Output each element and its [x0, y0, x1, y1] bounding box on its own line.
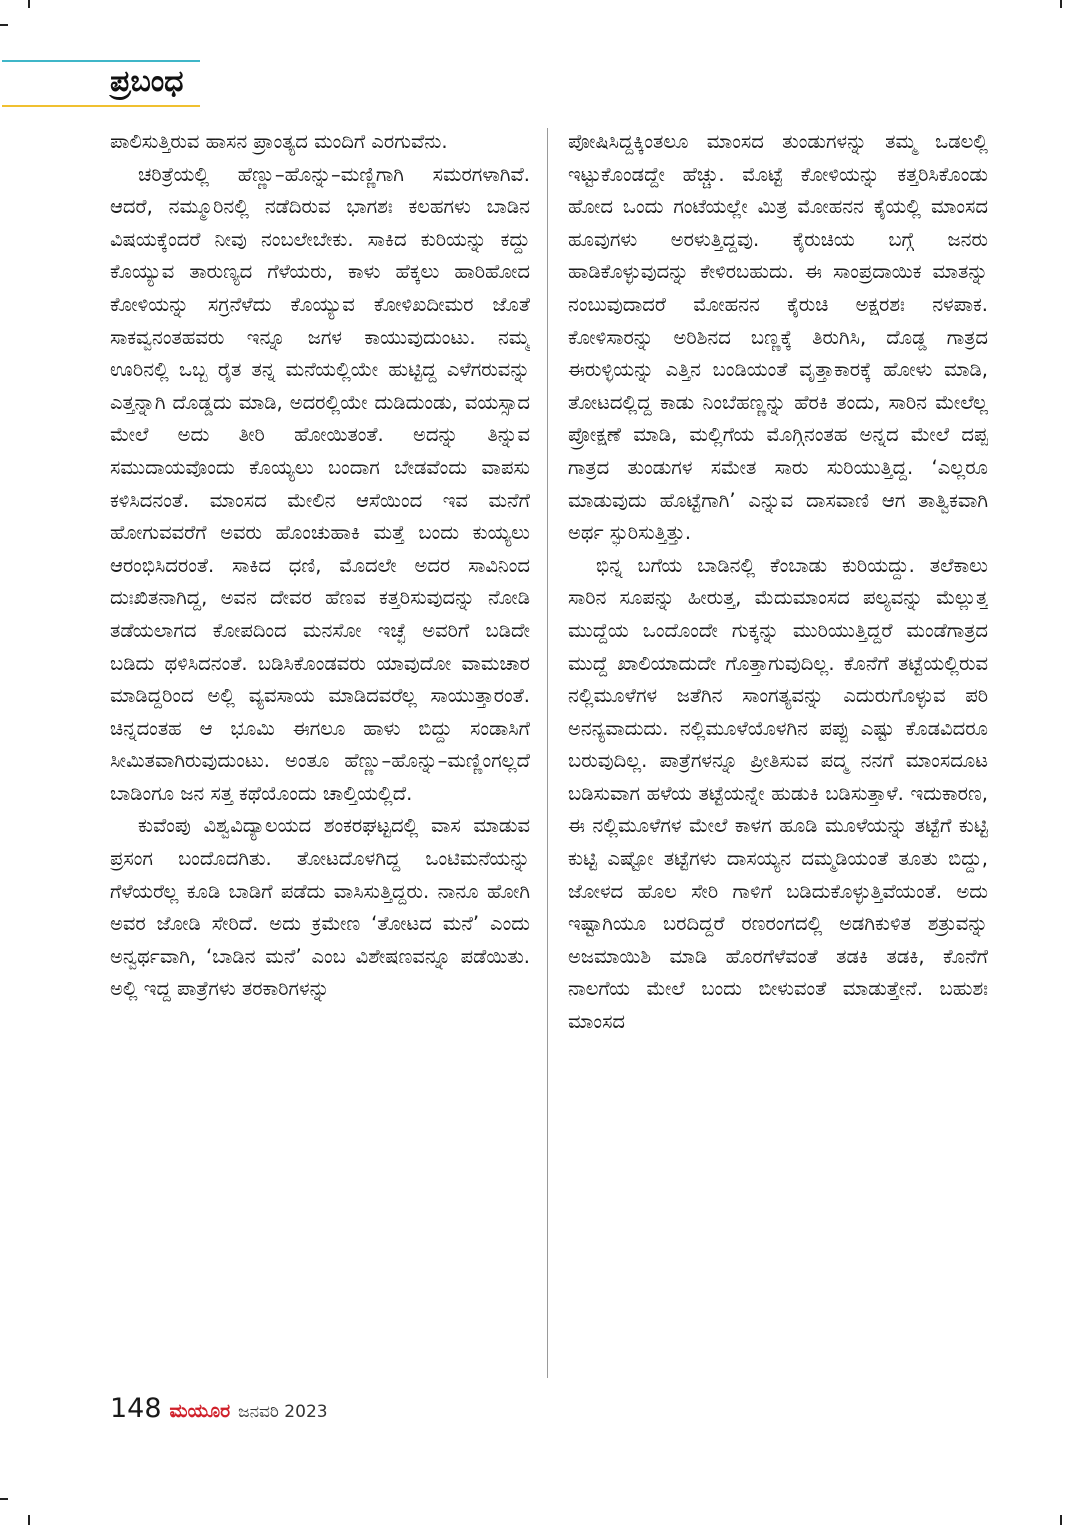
section-header: [2, 60, 200, 108]
paragraph: ಚರಿತ್ರೆಯಲ್ಲಿ ಹೆಣ್ಣು–ಹೊನ್ನು–ಮಣ್ಣಿಗಾಗಿ ಸಮರಗಳಾಗಿವೆ. ಆದರೆ, ನಮ್ಮೂರಿನಲ್ಲಿ ನಡೆದಿರುವ ಭಾಗಶಃ ಕಲಹಗಳು ಬಾಡಿನ ವಿಷಯಕ್ಕೆಂದರೆ ನೀವು ನಂಬಲೇಬೇಕು. ಸಾಕಿದ ಕುರಿಯನ್ನು ಕದ್ದು ಕೊಯ್ಯುವ ತಾರುಣ್ಯದ ಗೆಳೆಯರು, ಕಾಳು ಹೆಕ್ಕಲು ಹಾರಿಹೋದ ಕೋಳಿಯನ್ನು ಸಗ್ರನೆಳೆದು ಕೊಯ್ಯುವ ಕೋಳಿಖದೀಮರ ಜೊತೆ ಸಾಕವ್ವನಂತಹವರು ಇನ್ನೂ ಜಗಳ ಕಾಯುವುದುಂಟು. ನಮ್ಮ ಊರಿನಲ್ಲಿ ಒಬ್ಬ ರೈತ ತನ್ನ ಮನೆಯಲ್ಲಿಯೇ ಹುಟ್ಟಿದ್ದ ಎಳೆಗರುವನ್ನು ಎತ್ತನ್ನಾಗಿ ದೊಡ್ಡದು ಮಾಡಿ, ಅದರಲ್ಲಿಯೇ ದುಡಿದುಂಡು, ವಯಸ್ಸಾದ ಮೇಲೆ ಅದು ತೀರಿ ಹೋಯಿತಂತೆ. ಅದನ್ನು ತಿನ್ನುವ ಸಮುದಾಯವೊಂದು ಕೊಯ್ಯಲು ಬಂದಾಗ ಬೇಡವೆಂದು ವಾಪಸು ಕಳಿಸಿದನಂತೆ. ಮಾಂಸದ ಮೇಲಿನ ಆಸೆಯಿಂದ ಇವ ಮನೆಗೆ ಹೋಗುವವರೆಗೆ ಅವರು ಹೊಂಚುಹಾಕಿ ಮತ್ತೆ ಬಂದು ಕುಯ್ಯಲು ಆರಂಭಿಸಿದರಂತೆ. ಸಾಕಿದ ಧಣಿ, ಮೊದಲೇ ಅದರ ಸಾವಿನಿಂದ ದುಃಖಿತನಾಗಿದ್ದ, ಅವನ ದೇವರ ಹೆಣವ ಕತ್ತರಿಸುವುದನ್ನು ನೋಡಿ ತಡೆಯಲಾಗದ ಕೋಪದಿಂದ ಮನಸೋ ಇಚ್ಛೆ ಅವರಿಗೆ ಬಡಿದೇ ಬಡಿದು ಥಳಿಸಿದನಂತೆ. ಬಡಿಸಿಕೊಂಡವರು ಯಾವುದೋ ವಾಮಚಾರ ಮಾಡಿದ್ದರಿಂದ ಅಲ್ಲಿ ವ್ಯವಸಾಯ ಮಾಡಿದವರೆಲ್ಲ ಸಾಯುತ್ತಾರಂತೆ. ಚಿನ್ನದಂತಹ ಆ ಭೂಮಿ ಈಗಲೂ ಹಾಳು ಬಿದ್ದು ಸಂಡಾಸಿಗೆ ಸೀಮಿತವಾಗಿರುವುದುಂಟು. ಅಂತೂ ಹೆಣ್ಣು–ಹೊನ್ನು–ಮಣ್ಣಿಂಗಲ್ಲದೆ ಬಾಡಿಂಗೂ ಜನ ಸತ್ತ ಕಥೆಯೊಂದು ಚಾಲ್ತಿಯಲ್ಲಿದೆ.: [110, 162, 530, 805]
section-title: ಪ್ರಬಂಧ: [110, 64, 184, 99]
page-number: 148: [110, 1393, 162, 1424]
crop-mark: [28, 1515, 30, 1525]
header-accent-rule-bottom: [2, 105, 200, 107]
crop-mark: [1060, 1515, 1062, 1525]
header-accent-rule-top: [2, 60, 200, 62]
paragraph: ಕುವೆಂಪು ವಿಶ್ವವಿದ್ಯಾಲಯದ ಶಂಕರಘಟ್ಟದಲ್ಲಿ ವಾಸ ಮಾಡುವ ಪ್ರಸಂಗ ಬಂದೊದಗಿತು. ತೋಟದೊಳಗಿದ್ದ ಒಂಟಿಮನೆಯನ್ನು ಗೆಳೆಯರೆಲ್ಲ ಕೂಡಿ ಬಾಡಿಗೆ ಪಡೆದು ವಾಸಿಸುತ್ತಿದ್ದರು. ನಾನೂ ಹೋಗಿ ಅವರ ಜೋಡಿ ಸೇರಿದೆ. ಅದು ಕ್ರಮೇಣ ‘ತೋಟದ ಮನೆ’ ಎಂದು ಅನ್ವರ್ಥವಾಗಿ, ‘ಬಾಡಿನ ಮನೆ’ ಎಂಬ ವಿಶೇಷಣವನ್ನೂ ಪಡೆಯಿತು. ಅಲ್ಲಿ ಇದ್ದ ಪಾತ್ರೆಗಳು ತರಕಾರಿಗಳನ್ನು: [110, 814, 530, 1001]
article-column-right: [568, 126, 988, 1376]
crop-mark: [1060, 0, 1062, 8]
paragraph: ಪಾಲಿಸುತ್ತಿರುವ ಹಾಸನ ಪ್ರಾಂತ್ಯದ ಮಂದಿಗೆ ಎರಗುವೆನು.: [110, 130, 448, 153]
issue-date: ಜನವರಿ 2023: [238, 1402, 328, 1422]
paragraph: ಪೋಷಿಸಿದ್ದಕ್ಕಿಂತಲೂ ಮಾಂಸದ ತುಂಡುಗಳನ್ನು ತಮ್ಮ ಒಡಲಲ್ಲಿ ಇಟ್ಟುಕೊಂಡದ್ದೇ ಹೆಚ್ಚು. ಮೊಟ್ಟೆ ಕೋಳಿಯನ್ನು ಕತ್ತರಿಸಿಕೊಂಡು ಹೋದ ಒಂದು ಗಂಟೆಯಲ್ಲೇ ಮಿತ್ರ ಮೋಹನನ ಕೈಯಲ್ಲಿ ಮಾಂಸದ ಹೂವುಗಳು ಅರಳುತ್ತಿದ್ದವು. ಕೈರುಚಿಯ ಬಗ್ಗೆ ಜನರು ಹಾಡಿಕೊಳ್ಳುವುದನ್ನು ಕೇಳಿರಬಹುದು. ಈ ಸಾಂಪ್ರದಾಯಿಕ ಮಾತನ್ನು ನಂಬುವುದಾದರೆ ಮೋಹನನ ಕೈರುಚಿ ಅಕ್ಷರಶಃ ನಳಪಾಕ. ಕೋಳಿಸಾರನ್ನು ಅರಿಶಿನದ ಬಣ್ಣಕ್ಕೆ ತಿರುಗಿಸಿ, ದೊಡ್ಡ ಗಾತ್ರದ ಈರುಳ್ಳಿಯನ್ನು ಎತ್ತಿನ ಬಂಡಿಯಂತೆ ವೃತ್ತಾಕಾರಕ್ಕೆ ಹೋಳು ಮಾಡಿ, ತೋಟದಲ್ಲಿದ್ದ ಕಾಡು ನಿಂಬೆಹಣ್ಣನ್ನು ಹೆರಕಿ ತಂದು, ಸಾರಿನ ಮೇಲೆಲ್ಲ ಪ್ರೋಕ್ಷಣೆ ಮಾಡಿ, ಮಲ್ಲಿಗೆಯ ಮೊಗ್ಗಿನಂತಹ ಅನ್ನದ ಮೇಲೆ ದಪ್ಪ ಗಾತ್ರದ ತುಂಡುಗಳ ಸಮೇತ ಸಾರು ಸುರಿಯುತ್ತಿದ್ದ. ‘ಎಲ್ಲರೂ ಮಾಡುವುದು ಹೊಟ್ಟೆಗಾಗಿ’ ಎನ್ನುವ ದಾಸವಾಣಿ ಆಗ ತಾತ್ವಿಕವಾಗಿ ಅರ್ಥ ಸ್ಫುರಿಸುತ್ತಿತ್ತು.: [568, 130, 988, 545]
crop-mark: [28, 0, 30, 8]
page-footer: [110, 1393, 328, 1427]
magazine-logo: ಮಯೂರ: [169, 1400, 231, 1422]
crop-mark: [0, 1498, 8, 1500]
crop-mark: [0, 24, 8, 26]
article-column-left: [110, 126, 530, 1376]
paragraph: ಭಿನ್ನ ಬಗೆಯ ಬಾಡಿನಲ್ಲಿ ಕೆಂಬಾಡು ಕುರಿಯದ್ದು. ತಲೆಕಾಲು ಸಾರಿನ ಸೂಪನ್ನು ಹೀರುತ್ತ, ಮೆದುಮಾಂಸದ ಪಲ್ಯವನ್ನು ಮೆಲ್ಲುತ್ತ ಮುದ್ದೆಯ ಒಂದೊಂದೇ ಗುಕ್ಕನ್ನು ಮುರಿಯುತ್ತಿದ್ದರೆ ಮಂಡೆಗಾತ್ರದ ಮುದ್ದೆ ಖಾಲಿಯಾದುದೇ ಗೊತ್ತಾಗುವುದಿಲ್ಲ. ಕೊನೆಗೆ ತಟ್ಟೆಯಲ್ಲಿರುವ ನಲ್ಲಿಮೂಳೆಗಳ ಜತೆಗಿನ ಸಾಂಗತ್ಯವನ್ನು ಎದುರುಗೊಳ್ಳುವ ಪರಿ ಅನನ್ಯವಾದುದು. ನಲ್ಲಿಮೂಳೆಯೊಳಗಿನ ಪಪ್ಪು ಎಷ್ಟು ಕೊಡವಿದರೂ ಬರುವುದಿಲ್ಲ. ಪಾತ್ರೆಗಳನ್ನೂ ಪ್ರೀತಿಸುವ ಪದ್ಮ ನನಗೆ ಮಾಂಸದೂಟ ಬಡಿಸುವಾಗ ಹಳೆಯ ತಟ್ಟೆಯನ್ನೇ ಹುಡುಕಿ ಬಡಿಸುತ್ತಾಳೆ. ಇದುಕಾರಣ, ಈ ನಲ್ಲಿಮೂಳೆಗಳ ಮೇಲೆ ಕಾಳಗ ಹೂಡಿ ಮೂಳೆಯನ್ನು ತಟ್ಟೆಗೆ ಕುಟ್ಟಿ ಕುಟ್ಟಿ ಎಷ್ಟೋ ತಟ್ಟೆಗಳು ದಾಸಯ್ಯನ ದಮ್ಮಡಿಯಂತೆ ತೂತು ಬಿದ್ದು, ಜೋಳದ ಹೊಲ ಸೇರಿ ಗಾಳಿಗೆ ಬಡಿದುಕೊಳ್ಳುತ್ತಿವೆಯಂತೆ. ಅದು ಇಷ್ಟಾಗಿಯೂ ಬರದಿದ್ದರೆ ರಣರಂಗದಲ್ಲಿ ಅಡಗಿಕುಳಿತ ಶತ್ರುವನ್ನು ಅಜಮಾಯಿಶಿ ಮಾಡಿ ಹೊರಗೆಳೆವಂತೆ ತಡಕಿ ತಡಕಿ, ಕೊನೆಗೆ ನಾಲಗೆಯ ಮೇಲೆ ಬಂದು ಬೀಳುವಂತೆ ಮಾಡುತ್ತೇನೆ. ಬಹುಶಃ ಮಾಂಸದ: [568, 553, 988, 1034]
column-divider: [547, 128, 548, 1378]
